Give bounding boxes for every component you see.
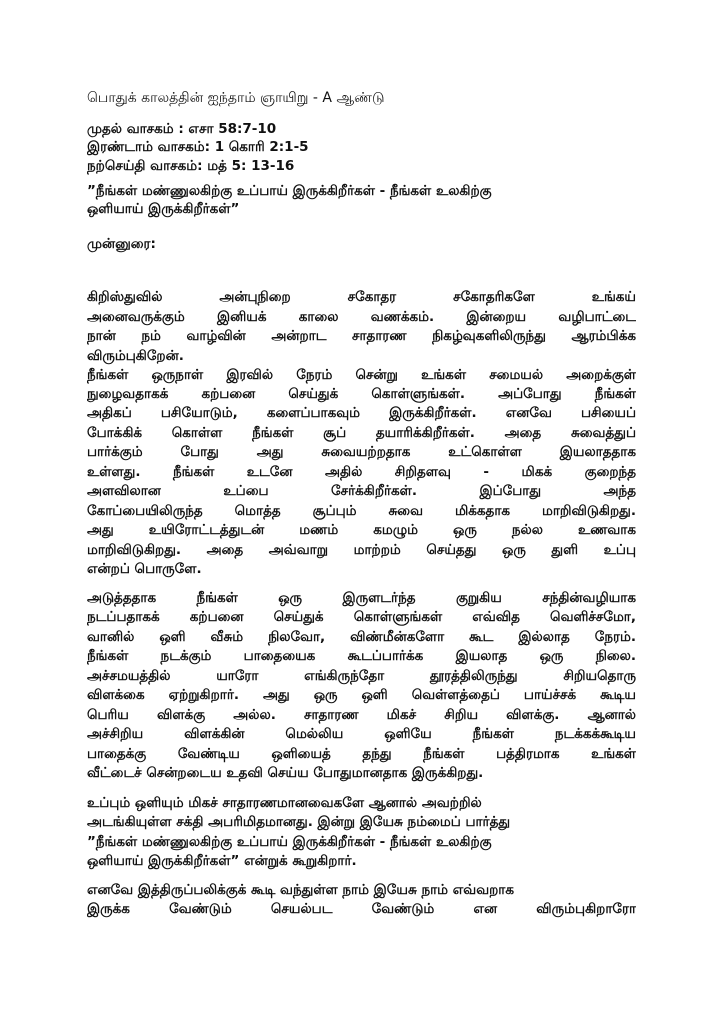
paragraph-line: உள்ளது. நீங்கள் உடனே அதில் சிறிதளவு - மிகக் குறைந்த [87, 464, 636, 480]
paragraph-line: நடப்பதாகக் கற்பனை செய்துக் கொள்ளுங்கள் எவ்வித வெளிச்சமோ, [87, 609, 636, 625]
paragraph-line: போக்கிக் கொள்ள நீங்கள் சூப் தயாரிக்கிறீர்கள். அதை சுவைத்துப் [87, 425, 636, 441]
paragraph-line: அதிகப் பசியோடும், களைப்பாகவும் இருக்கிறீர்கள். எனவே பசியைப் [87, 405, 636, 421]
paragraph-line: பெரிய விளக்கு அல்ல. சாதாரண மிகச் சிறிய விளக்கு. ஆனால் [87, 707, 636, 723]
paragraph-line: அது உயிரோட்டத்துடன் மணம் கமழும் ஒரு நல்ல உணவாக [87, 522, 636, 538]
paragraph-line: எனவே இத்திருப்பலிக்குக் கூடி வந்துள்ள நாம் இயேசு நாம் எவ்வறாக [87, 882, 514, 898]
paragraph-line: அனைவருக்கும் இனியக் காலை வணக்கம். இன்றைய வழிபாட்டை [87, 309, 636, 325]
reading-gospel: நற்செய்தி வாசகம்: மத் 5: 13-16 [87, 158, 295, 174]
paragraph-line: மாறிவிடுகிறது. அதை அவ்வாறு மாற்றம் செய்தது ஒரு துளி உப்பு [87, 542, 636, 558]
paragraph-line: வீட்டைச் சென்றடைய உதவி செய்ய போதுமானதாக இருக்கிறது. [87, 765, 484, 781]
paragraph-line: அச்சிறிய விளக்கின் மெல்லிய ஒளியே நீங்கள் நடக்கக்கூடிய [87, 726, 636, 742]
section-heading: முன்னுரை: [87, 236, 156, 252]
paragraph-line: நீங்கள் நடக்கும் பாதையைக கூடப்பார்க்க இயலாத ஒரு நிலை. [87, 648, 636, 664]
theme-quote-line: ”நீங்கள் மண்ணுலகிற்கு உப்பாய் இருக்கிறீர்கள் - நீங்கள் உலகிற்கு [87, 183, 492, 199]
paragraph-line: நீங்கள் ஒருநாள் இரவில் நேரம் சென்று உங்கள் சமையல் அறைக்குள் [87, 367, 636, 383]
document-title: பொதுக் காலத்தின் ஐந்தாம் ஞாயிறு - A ஆண்டு [87, 90, 385, 106]
paragraph-line: அடங்கியுள்ள சக்தி அபரிமிதமானது. இன்று இயேசு நம்மைப் பார்த்து [87, 814, 511, 830]
paragraph-line: உப்பும் ஒளியும் மிகச் சாதாரணமானவைகளே ஆனால் அவற்றில் [87, 795, 482, 811]
paragraph-line: நான் நம் வாழ்வின் அன்றாட சாதாரண நிகழ்வுகளிலிருந்து ஆரம்பிக்க [87, 328, 636, 344]
paragraph-line: விரும்புகிறேன். [87, 348, 184, 364]
paragraph-line: கிறிஸ்துவில் அன்புநிறை சகோதர சகோதரிகளே உங்கய் [87, 289, 636, 305]
paragraph-line: விளக்கை ஏற்றுகிறார். அது ஒரு ஒளி வெள்ளத்தைப் பாய்ச்சக் கூடிய [87, 687, 636, 703]
paragraph-line: பார்க்கும் போது அது சுவையற்றதாக உட்கொள்ள இயலாததாக [87, 444, 636, 460]
paragraph-line: ”நீங்கள் மண்ணுலகிற்கு உப்பாய் இருக்கிறீர்கள் - நீங்கள் உலகிற்கு [87, 834, 492, 850]
paragraph-line: வானில் ஒளி வீசும் நிலவோ, விண்மீன்களோ கூட இல்லாத நேரம். [87, 629, 636, 645]
paragraph-line: அடுத்ததாக நீங்கள் ஒரு இருளடர்ந்த குறுகிய சந்தின்வழியாக [87, 590, 636, 606]
paragraph-line: அச்சமயத்தில் யாரோ எங்கிருந்தோ தூரத்திலிருந்து சிறியதொரு [87, 668, 636, 684]
paragraph-line: நுழைவதாகக் கற்பனை செய்துக் கொள்ளுங்கள். அப்போது நீங்கள் [87, 386, 636, 402]
paragraph-line: என்றப் பொருளே. [87, 561, 202, 577]
paragraph-line: பாதைக்கு வேண்டிய ஒளியைத் தந்து நீங்கள் பத்திரமாக உங்கள் [87, 746, 636, 762]
reading-second: இரண்டாம் வாசகம்: 1 கொரி 2:1-5 [87, 139, 309, 155]
paragraph-line: அளவிலான உப்பை சேர்க்கிறீர்கள். இப்போது அந்த [87, 483, 636, 499]
paragraph-line: கோப்பையிலிருந்த மொத்த சூப்பும் சுவை மிக்கதாக மாறிவிடுகிறது. [87, 503, 636, 519]
paragraph-line: ஒளியாய் இருக்கிறீர்கள்” என்றுக் கூறுகிறார். [87, 853, 357, 869]
theme-quote-line: ஒளியாய் இருக்கிறீர்கள்” [87, 201, 240, 217]
reading-first: முதல் வாசகம் : எசா 58:7-10 [87, 121, 277, 137]
paragraph-line: இருக்க வேண்டும் செயல்பட வேண்டும் என விரும்புகிறாரோ [87, 901, 636, 917]
